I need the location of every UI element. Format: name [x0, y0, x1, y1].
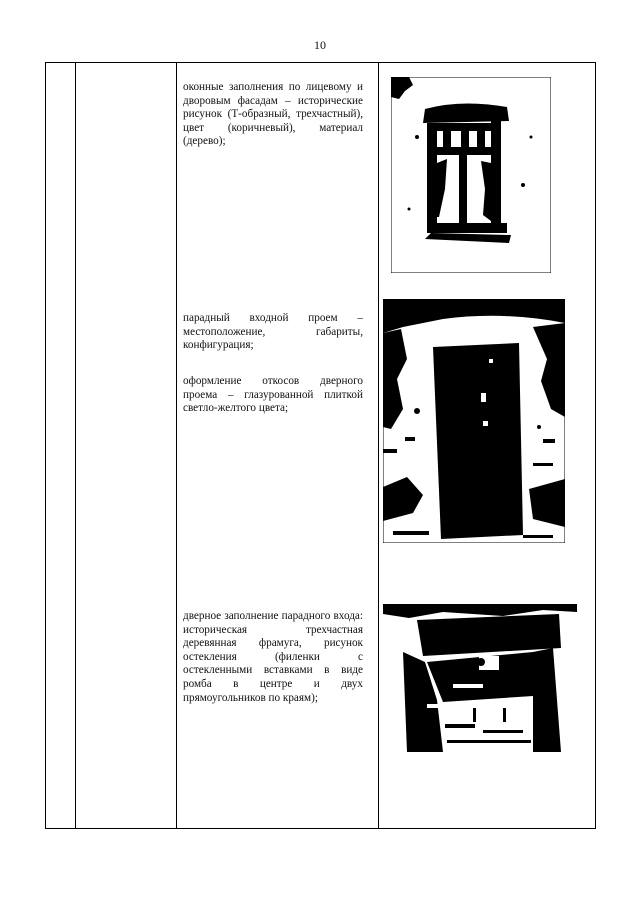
- table-cell-description: [177, 63, 379, 829]
- paragraph-door-reveals: оформление откосов дверного проема – глазурованной плиткой светло-желтого цвета;: [183, 375, 363, 415]
- table-cell-object: [76, 63, 177, 829]
- paragraph-door-filling: дверное заполнение парадного входа: историческая трехчастная деревянная фрамуга, рисунок остекления (филенки с остекленными вставками в виде ромба в центре и двух прямоугольников по краям);: [183, 610, 363, 704]
- paragraph-window-fillings: оконные заполнения по лицевому и дворовым фасадам – исторические рисунок (Т-образный, трехчастный), цвет (коричневый), материал (дерево);: [183, 81, 363, 148]
- door-transom-photo: [383, 604, 577, 752]
- table-cell-photos: [379, 63, 596, 829]
- paragraph-entrance-opening: парадный входной проем – местоположение, габариты, конфигурация;: [183, 312, 363, 352]
- table-cell-number: [46, 63, 76, 829]
- document-table: [45, 62, 596, 829]
- window-photo: [391, 77, 551, 273]
- entrance-door-photo: [383, 299, 565, 543]
- page-number: 10: [314, 38, 326, 52]
